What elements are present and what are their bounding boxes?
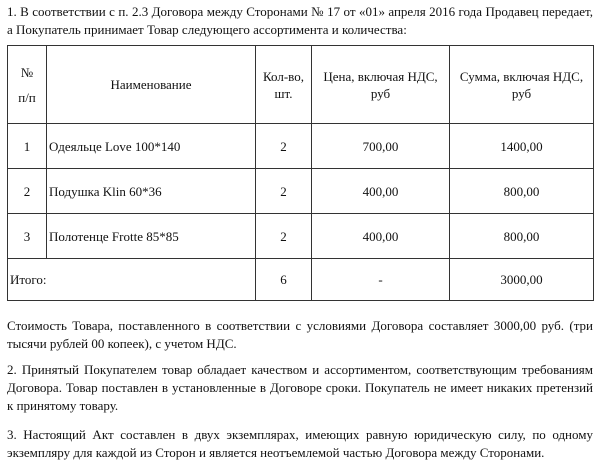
goods-table <box>7 45 594 301</box>
table-header-row <box>8 46 594 124</box>
row-sum: 1400,00 <box>450 124 594 169</box>
header-price: Цена, включая НДС, руб <box>312 46 450 124</box>
row-price: 400,00 <box>312 169 450 214</box>
table-row <box>8 214 594 259</box>
header-sum: Сумма, включая НДС, руб <box>450 46 594 124</box>
table-total-row <box>8 259 594 301</box>
header-qty: Кол-во, шт. <box>256 46 312 124</box>
row-qty: 2 <box>256 169 312 214</box>
total-sum: 3000,00 <box>450 259 594 301</box>
table-row <box>8 124 594 169</box>
total-price: - <box>312 259 450 301</box>
row-price: 400,00 <box>312 214 450 259</box>
paragraph-quality-clause: 2. Принятый Покупателем товар обладает качеством и ассортиментом, соответствующим требованиям Договора. Товар поставлен в установленные в Договоре сроки. Покупатель не имеет никаких претензий к принятому товару. <box>7 362 593 413</box>
row-name: Полотенце Frotte 85*85 <box>47 214 256 259</box>
paragraph-copies-clause: 3. Настоящий Акт составлен в двух экземплярах, имеющих равную юридическую силу, по одному экземпляру для каждой из Сторон и является неотъемлемой частью Договора между Сторонами. <box>7 427 593 460</box>
row-qty: 2 <box>256 214 312 259</box>
paragraph-transfer-statement: 1. В соответствии с п. 2.3 Договора между Сторонами № 17 от «01» апреля 2016 года Продавец передает, а Покупатель принимает Товар следующего ассортимента и количества: <box>7 4 593 37</box>
row-price: 700,00 <box>312 124 450 169</box>
row-name: Подушка Klin 60*36 <box>47 169 256 214</box>
table-row <box>8 169 594 214</box>
row-num: 2 <box>8 169 47 214</box>
row-num: 1 <box>8 124 47 169</box>
row-num: 3 <box>8 214 47 259</box>
row-sum: 800,00 <box>450 214 594 259</box>
header-num-symbol: № <box>20 64 34 80</box>
header-num-label: п/п <box>18 89 36 105</box>
header-num <box>8 46 47 124</box>
row-qty: 2 <box>256 124 312 169</box>
paragraph-total-cost: Стоимость Товара, поставленного в соответствии с условиями Договора составляет 3000,00 руб. (три тысячи рублей 00 копеек), с учетом НДС. <box>7 318 593 351</box>
header-name: Наименование <box>47 46 256 124</box>
row-sum: 800,00 <box>450 169 594 214</box>
row-name: Одеяльце Love 100*140 <box>47 124 256 169</box>
total-qty: 6 <box>256 259 312 301</box>
total-label: Итого: <box>8 259 256 301</box>
